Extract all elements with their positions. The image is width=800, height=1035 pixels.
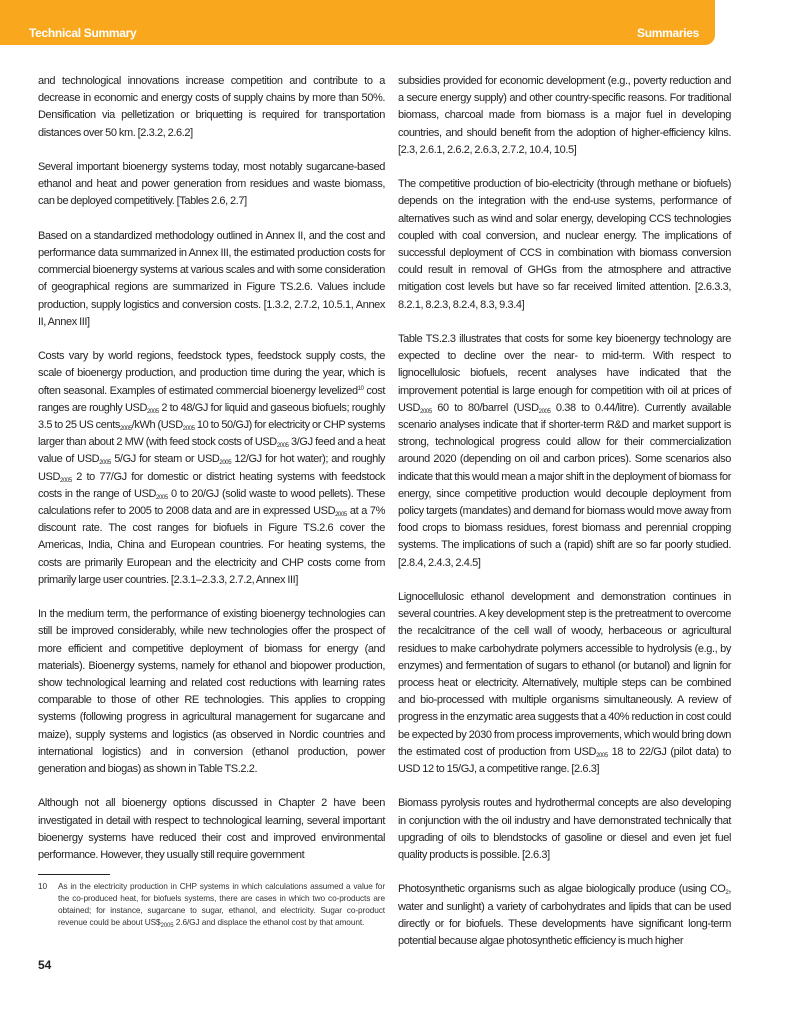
- paragraph: Biomass pyrolysis routes and hydrothermal concepts are also developing in conjunction with the oil industry and have demonstrated technically that upgrading of oils to blendstocks of gasoline or diesel and even jet fuel quality products is possible. [2.6.3]: [398, 797, 731, 862]
- paragraph: and technological innovations increase competition and contribute to a decrease in economic and energy costs of supply chains by more than 50%. Densification via pelletization or briquetting is required for transportation distances over 50 km. [2.3.2, 2.6.2]: [38, 75, 385, 139]
- header-chapter-title: Summaries: [637, 26, 699, 40]
- paragraph: Although not all bioenergy options discussed in Chapter 2 have been investigated in detail with respect to technological learning, several important bioenergy systems have reduced their cost and improved environmental performance. However, they usually still require government: [38, 797, 385, 862]
- paragraph: Lignocellulosic ethanol development and demonstration continues in several countries. A key development step is the pretreatment to overcome the recalcitrance of the cell wall of woody, herbaceous or agricultural residues to make carbohydrate polymers accessible to hydrolysis (e.g., by enzymes) and fermentation of sugars to ethanol (or butanol) and lignin for process heat or electricity. Alternatively, multiple steps can be combined and bio-processed with multiple organisms simultaneously. A review of progress in the enzymatic area suggests that a 40% reduction in cost could be expected by 2030 from process improvements, which would bring down the estimated cost of production from $USD_{2005}$ 18 to 22/GJ (pilot data) to USD 12 to 15/GJ, a competitive range. [2.6.3]: [398, 591, 731, 776]
- paragraph: Photosynthetic organisms such as algae biologically produce (using $CO_2$, water and sunlight) a variety of carbohydrates and lipids that can be used directly or for biofuels. These developments have significant long-term potential because algae photosynthetic efficiency is much higher: [398, 883, 731, 948]
- paragraph: Based on a standardized methodology outlined in Annex II, and the cost and performance data summarized in Annex III, the estimated production costs for commercial bioenergy systems at various scales and with some consideration of geographical regions are summarized in Figure TS.2.6. Values include production, supply logistics and conversion costs. [1.3.2, 2.7.2, 10.5.1, Annex II, Annex III]: [38, 229, 385, 328]
- paragraph: subsidies provided for economic development (e.g., poverty reduction and a secure energy supply) and other country-specific reasons. For traditional biomass, charcoal made from biomass is a major fuel in developing countries, and should benefit from the adoption of higher-efficiency kilns. [2.3, 2.6.1, 2.6.2, 2.6.3, 2.7.2, 10.4, 10.5]: [398, 75, 731, 156]
- left-column: [38, 73, 385, 972]
- paragraph: Several important bioenergy systems today, most notably sugarcane-based ethanol and heat and power generation from residues and waste biomass, can be deployed competitively. [Tables 2.6, 2.7]: [38, 161, 385, 208]
- paragraph: Costs vary by world regions, feedstock types, feedstock supply costs, the scale of bioenergy production, and production time during the year, which is often seasonal. Examples of estimated commercial bioenergy levelized$^{10}$ cost ranges are roughly $USD_{2005}$ 2 to 48/GJ for liquid and gaseous biofuels; roughly 3.5 to 25 US cents$_{2005}$/kWh ($USD_{2005}$ 10 to 50/GJ) for electricity or CHP systems larger than about 2 MW (with feed stock costs of $USD_{2005}$ 3/GJ feed and a heat value of $USD_{2005}$ 5/GJ for steam or $USD_{2005}$ 12/GJ for hot water); and roughly $USD_{2005}$ 2 to 77/GJ for domestic or district heating systems with feedstock costs in the range of $USD_{2005}$ 0 to 20/GJ (solid waste to wood pellets). These calculations refer to 2005 to 2008 data and are in expressed $USD_{2005}$ at a 7% discount rate. The cost ranges for biofuels in Figure TS.2.6 cover the Americas, India, China and European countries. For heating systems, the costs are primarily European and the electricity and CHP costs come from primarily large user countries. [2.3.1–2.3.3, 2.7.2, Annex III]: [38, 350, 385, 586]
- page-number: 54: [38, 958, 52, 973]
- footnote-text: As in the electricity production in CHP systems in which calculations assumed a value for the co-produced heat, for biofuels systems, there are cases in which two co-products are obtained; for instance, sugarcane to sugar, ethanol, and electricity. Sugar co-product revenue could be about $US\$_{2005}$ 2.6/GJ and displace the ethanol cost by that amount.: [58, 881, 385, 930]
- paragraph: The competitive production of bio-electricity (through methane or biofuels) depends on the integration with the end-use systems, performance of alternatives such as wind and solar energy, developing CCS technologies coupled with coal conversion, and nuclear energy. The implications of successful deployment of CCS in combination with biomass conversion could result in removal of GHGs from the atmosphere and attractive mitigation cost levels but have so far received limited attention. [2.6.3.3, 8.2.1, 8.2.3, 8.2.4, 8.3, 9.3.4]: [398, 178, 731, 311]
- right-column: [398, 73, 731, 967]
- paragraph: In the medium term, the performance of existing bioenergy technologies can still be improved considerably, while new technologies offer the prospect of more efficient and competitive deployment of biomass for energy (and materials). Bioenergy systems, namely for ethanol and biopower production, show technological learning and related cost reductions with learning rates comparable to those of other RE technologies. This applies to cropping systems (following progress in agricultural management for sugarcane and maize), supply systems and logistics (as observed in Nordic countries and international logistics) and in conversion (ethanol production, power generation and biogas) as shown in Table TS.2.2.: [38, 608, 385, 776]
- footnote: [38, 880, 385, 928]
- header-section-title: Technical Summary: [29, 26, 137, 40]
- footnote-number: 10: [38, 881, 48, 892]
- footnote-divider: [38, 874, 110, 875]
- paragraph: Table TS.2.3 illustrates that costs for some key bioenergy technology are expected to decline over the near- to mid-term. With respect to lignocellulosic biofuels, recent analyses have indicated that the improvement potential is large enough for competition with oil at prices of $USD_{2005}$ 60 to 80/barrel ($USD_{2005}$ 0.38 to 0.44/litre). Currently available scenario analyses indicate that if shorter-term R&D and market support is strong, technological progress could allow for their commercialization around 2020 (depending on oil and carbon prices). Some scenarios also indicate that this would mean a major shift in the deployment of biomass for energy, since competitive production would decouple deployment from policy targets (mandates) and demand for biomass would move away from food crops to biomass residues, forest biomass and perennial cropping systems. The implications of such a (rapid) shift are so far poorly studied. [2.8.4, 2.4.3, 2.4.5]: [398, 333, 731, 569]
